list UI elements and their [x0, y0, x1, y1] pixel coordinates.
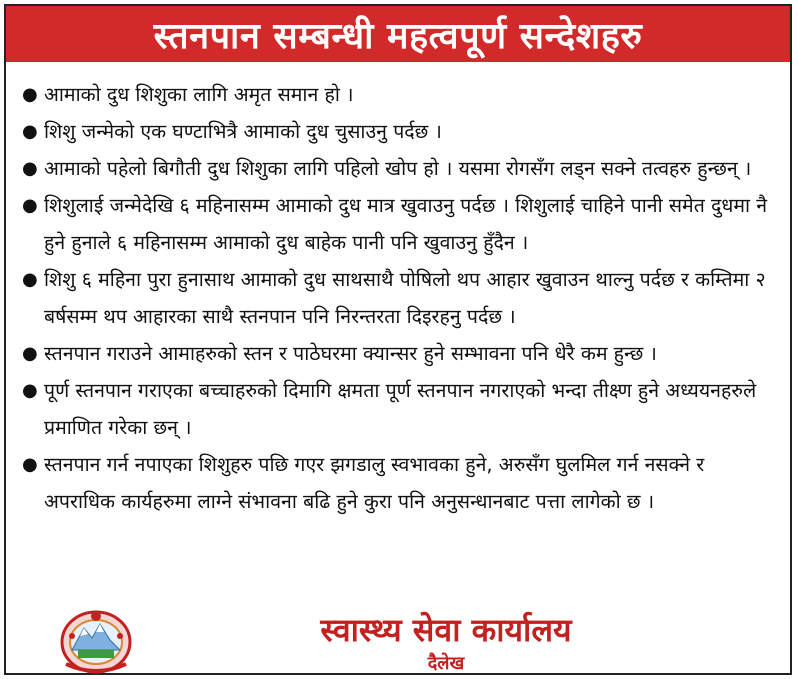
bullet-icon: ● — [22, 380, 38, 401]
list-item — [20, 446, 776, 520]
district-name: दैलेख — [427, 653, 465, 674]
bullet-icon: ● — [22, 343, 38, 364]
message-text: स्तनपान गराउने आमाहरुको स्तन र पाठेघरमा क्यान्सर हुने सम्भावना पनि धेरै कम हुन्छ । — [44, 342, 657, 365]
message-text: पूर्ण स्तनपान गराएका बच्चाहरुको दिमागि क्षमता पूर्ण स्तनपान नगराएको भन्दा तीक्ष्ण हुने अध्ययनहरुले प्रमाणित गरेका छन् । — [44, 379, 757, 439]
bullet-icon: ● — [22, 269, 38, 290]
list-item — [20, 261, 776, 335]
list-item — [20, 150, 776, 187]
message-list — [20, 76, 776, 520]
bullet-icon: ● — [22, 195, 38, 216]
list-item — [20, 372, 776, 446]
message-text: शिशुलाई जन्मेदेखि ६ महिनासम्म आमाको दुध मात्र खुवाउनु पर्दछ । शिशुलाई चाहिने पानी समेत दुधमा नै हुने हुनाले ६ महिनासम्म आमाको दुध बाहेक पानी पनि खुवाउनु हुँदैन । — [44, 194, 768, 254]
message-text: स्तनपान गर्न नपाएका शिशुहरु पछि गएर झगडालु स्वभावका हुने, अरुसँग घुलमिल गर्न नसक्ने र अपराधिक कार्यहरुमा लाग्ने संभावना बढि हुने कुरा पनि अनुसन्धानबाट पत्ता लागेको छ । — [44, 453, 705, 513]
bullet-icon: ● — [22, 158, 38, 179]
list-item — [20, 76, 776, 113]
office-name: स्वास्थ्य सेवा कार्यालय — [320, 611, 572, 649]
nepal-emblem-icon — [58, 606, 134, 676]
message-text: आमाको पहेलो बिगौती दुध शिशुका लागि पहिलो खोप हो । यसमा रोगसँग लड्न सक्ने तत्वहरु हुन्छन् । — [44, 157, 752, 180]
poster-title: स्तनपान सम्बन्धी महत्वपूर्ण सन्देशहरु — [6, 6, 790, 62]
list-item — [20, 335, 776, 372]
message-text: शिशु जन्मेको एक घण्टाभित्रै आमाको दुध चुसाउनु पर्दछ । — [44, 120, 442, 143]
bullet-icon: ● — [22, 84, 38, 105]
list-item — [20, 113, 776, 150]
poster — [4, 4, 792, 675]
list-item — [20, 187, 776, 261]
message-text: आमाको दुध शिशुका लागि अमृत समान हो । — [44, 83, 354, 106]
bullet-icon: ● — [22, 121, 38, 142]
bullet-icon: ● — [22, 454, 38, 475]
message-text: शिशु ६ महिना पुरा हुनासाथ आमाको दुध साथसाथै पोषिलो थप आहार खुवाउन थाल्नु पर्दछ र कम्तिमा २ बर्षसम्म थप आहारका साथै स्तनपान पनि निरन्तरता दिइरहनु पर्दछ । — [44, 268, 766, 328]
